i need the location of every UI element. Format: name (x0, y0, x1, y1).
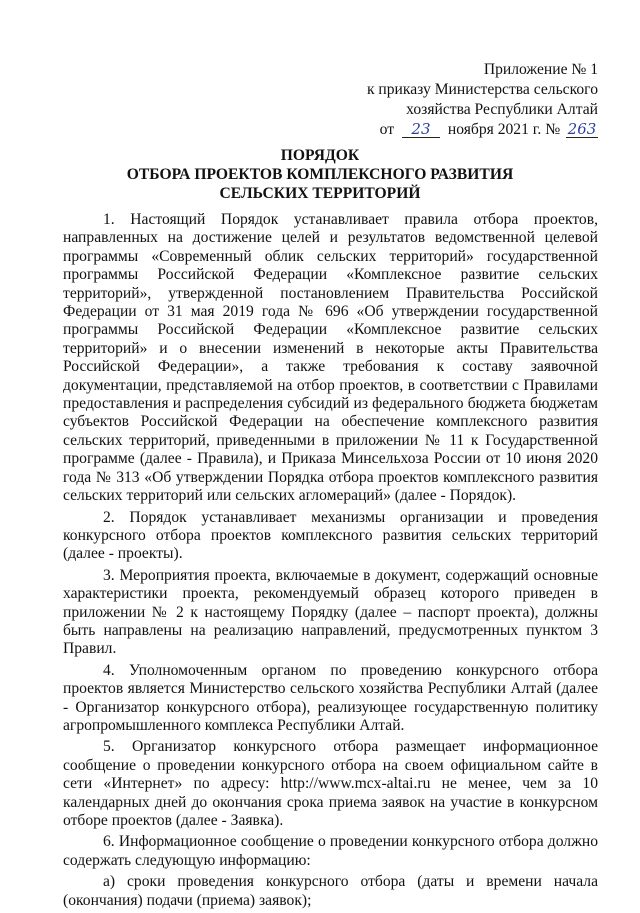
paragraph-7-item-a: а) сроки проведения конкурсного отбора (даты и времени начала (окончания) подачи (приема) заявок); (63, 873, 598, 909)
date-middle: ноября 2021 г. № (447, 121, 561, 138)
handwritten-order-number: 263 (567, 120, 597, 138)
title-line-1: ПОРЯДОК (280, 147, 360, 164)
appendix-line-1: Приложение № 1 (483, 61, 598, 78)
appendix-line-3: хозяйства Республики Алтай (406, 101, 598, 118)
title-line-2: ОТБОРА ПРОЕКТОВ КОМПЛЕКСНОГО РАЗВИТИЯ (126, 166, 514, 183)
title-line-3: СЕЛЬСКИХ ТЕРРИТОРИЙ (219, 185, 421, 202)
paragraph-6: 6. Информационное сообщение о проведении конкурсного отбора должно содержать следующую информацию: (63, 833, 598, 869)
document-title (0, 146, 640, 203)
paragraph-3: 3. Мероприятия проекта, включаемые в документ, содержащий основные характеристики проекта, рекомендуемый образец которого приведен в приложении № 2 к настоящему Порядку (далее – паспорт проекта), должны быть направлены на реализацию направлений, предусмотренных пунктом 3 Правил. (63, 566, 598, 658)
document-body (63, 211, 598, 913)
date-prefix: от (379, 121, 395, 138)
paragraph-1: 1. Настоящий Порядок устанавливает правила отбора проектов, направленных на достижение целей и результатов ведомственной целевой программы «Современный облик сельских территорий» государственной программы Российской Федерации «Комплексное развитие сельских территорий», утвержденной постановлением Правительства Российской Федерации от 31 мая 2019 года № 696 «Об утверждении государственной программы Российской Федерации «Комплексное развитие сельских территорий» и о внесении изменений в некоторые акты Правительства Российской Федерации», а также требования к составу заявочной документации, представляемой на отбор проектов, в соответствии с Правилами предоставления и распределения субсидий из федерального бюджета бюджетам субъектов Российской Федерации на обеспечение комплексного развития сельских территорий, приведенными в приложении № 11 к Государственной программе (далее - Правила), и Приказа Минсельхоза России от 10 июня 2020 года № 313 «Об утверждении Порядка отбора проектов комплексного развития сельских территорий или сельских агломераций» (далее - Порядок). (63, 211, 598, 505)
appendix-line-2: к приказу Министерства сельского (366, 81, 598, 98)
paragraph-4: 4. Уполномоченным органом по проведению конкурсного отбора проектов является Министерство сельского хозяйства Республики Алтай (далее - Организатор конкурсного отбора), реализующее государственную политику агропромышленного комплекса Республики Алтай. (63, 661, 598, 734)
appendix-header (367, 60, 598, 140)
paragraph-2: 2. Порядок устанавливает механизмы организации и проведения конкурсного отбора проектов комплексного развития сельских территорий (далее - проекты). (63, 508, 598, 563)
handwritten-day: 23 (402, 121, 440, 138)
paragraph-5: 5. Организатор конкурсного отбора размещает информационное сообщение о проведении конкурсного отбора на своем официальном сайте в сети «Интернет» по адресу: http://www.mcx-altai.ru не менее, чем за 10 календарных дней до окончания срока приема заявок на участие в конкурсном отборе проектов (далее - Заявка). (63, 738, 598, 829)
appendix-date-line (367, 120, 598, 140)
